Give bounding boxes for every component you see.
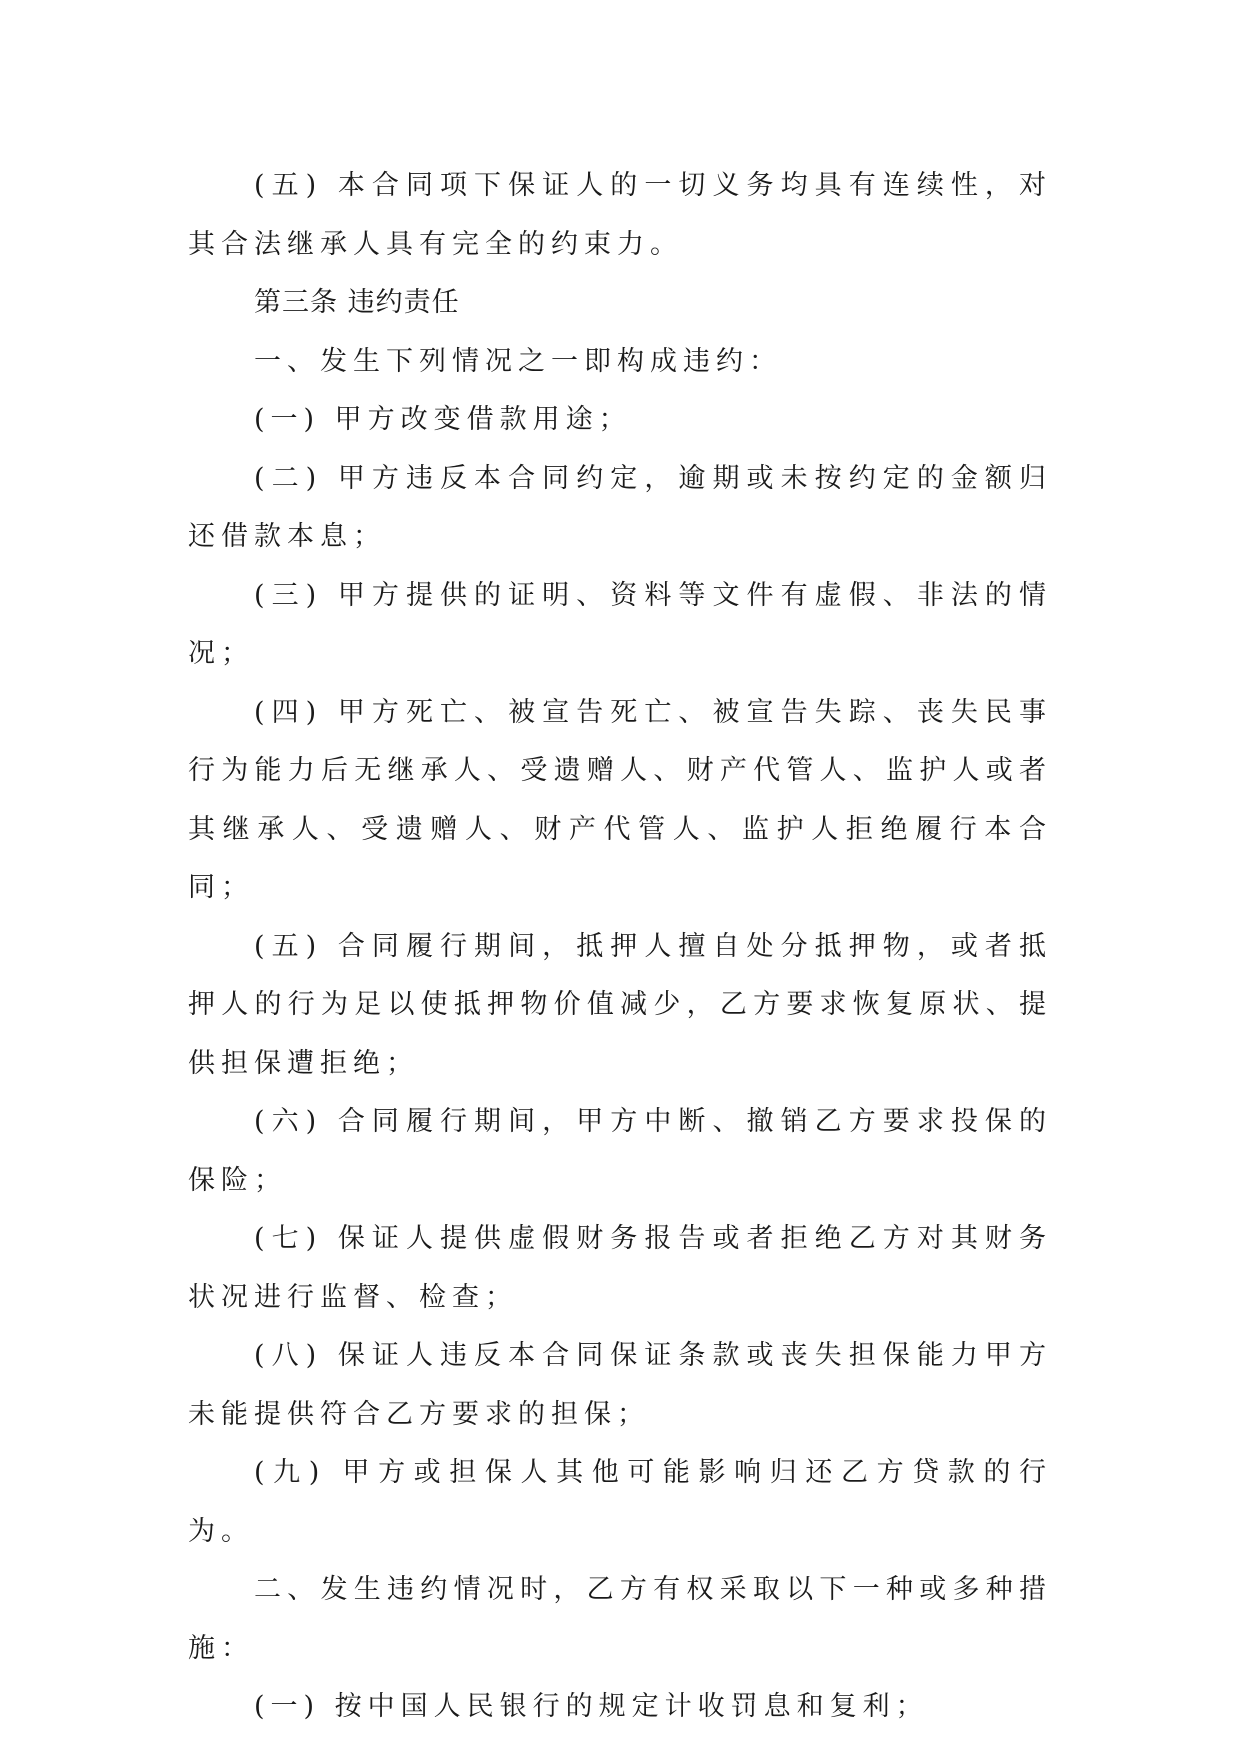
article-3-heading: 第三条 违约责任 xyxy=(254,287,460,318)
paragraph-breach-item-3: (三) 甲方提供的证明、资料等文件有虚假、非法的情况； xyxy=(188,579,1052,669)
paragraph-breach-item-7: (七) 保证人提供虚假财务报告或者拒绝乙方对其财务状况进行监督、检查； xyxy=(188,1223,1052,1313)
document-body xyxy=(188,157,1052,1737)
paragraph-breach-intro: 一、发生下列情况之一即构成违约： xyxy=(254,345,782,377)
paragraph-breach-item-9: (九) 甲方或担保人其他可能影响归还乙方贷款的行为。 xyxy=(188,1457,1052,1547)
paragraph-breach-item-2: (二) 甲方违反本合同约定，逾期或未按约定的金额归还借款本息； xyxy=(188,462,1052,552)
paragraph-breach-item-1: (一) 甲方改变借款用途； xyxy=(254,404,632,435)
paragraph-breach-item-5: (五) 合同履行期间，抵押人擅自处分抵押物，或者抵押人的行为足以使抵押物价值减少，乙方要求恢复原状、提供担保遭拒绝； xyxy=(188,930,1052,1079)
paragraph-remedies-intro: 二、发生违约情况时，乙方有权采取以下一种或多种措施： xyxy=(188,1574,1052,1664)
paragraph-breach-item-6: (六) 合同履行期间，甲方中断、撤销乙方要求投保的保险； xyxy=(188,1106,1052,1196)
paragraph-clause-5-continuity: (五) 本合同项下保证人的一切义务均具有连续性，对其合法继承人具有完全的约束力。 xyxy=(188,170,1052,260)
paragraph-remedy-item-1: (一) 按中国人民银行的规定计收罚息和复利； xyxy=(254,1691,929,1722)
paragraph-breach-item-4: (四) 甲方死亡、被宣告死亡、被宣告失踪、丧失民事行为能力后无继承人、受遗赠人、财产代管人、监护人或者其继承人、受遗赠人、财产代管人、监护人拒绝履行本合同； xyxy=(188,696,1052,903)
paragraph-breach-item-8: (八) 保证人违反本合同保证条款或丧失担保能力甲方未能提供符合乙方要求的担保； xyxy=(188,1340,1052,1430)
